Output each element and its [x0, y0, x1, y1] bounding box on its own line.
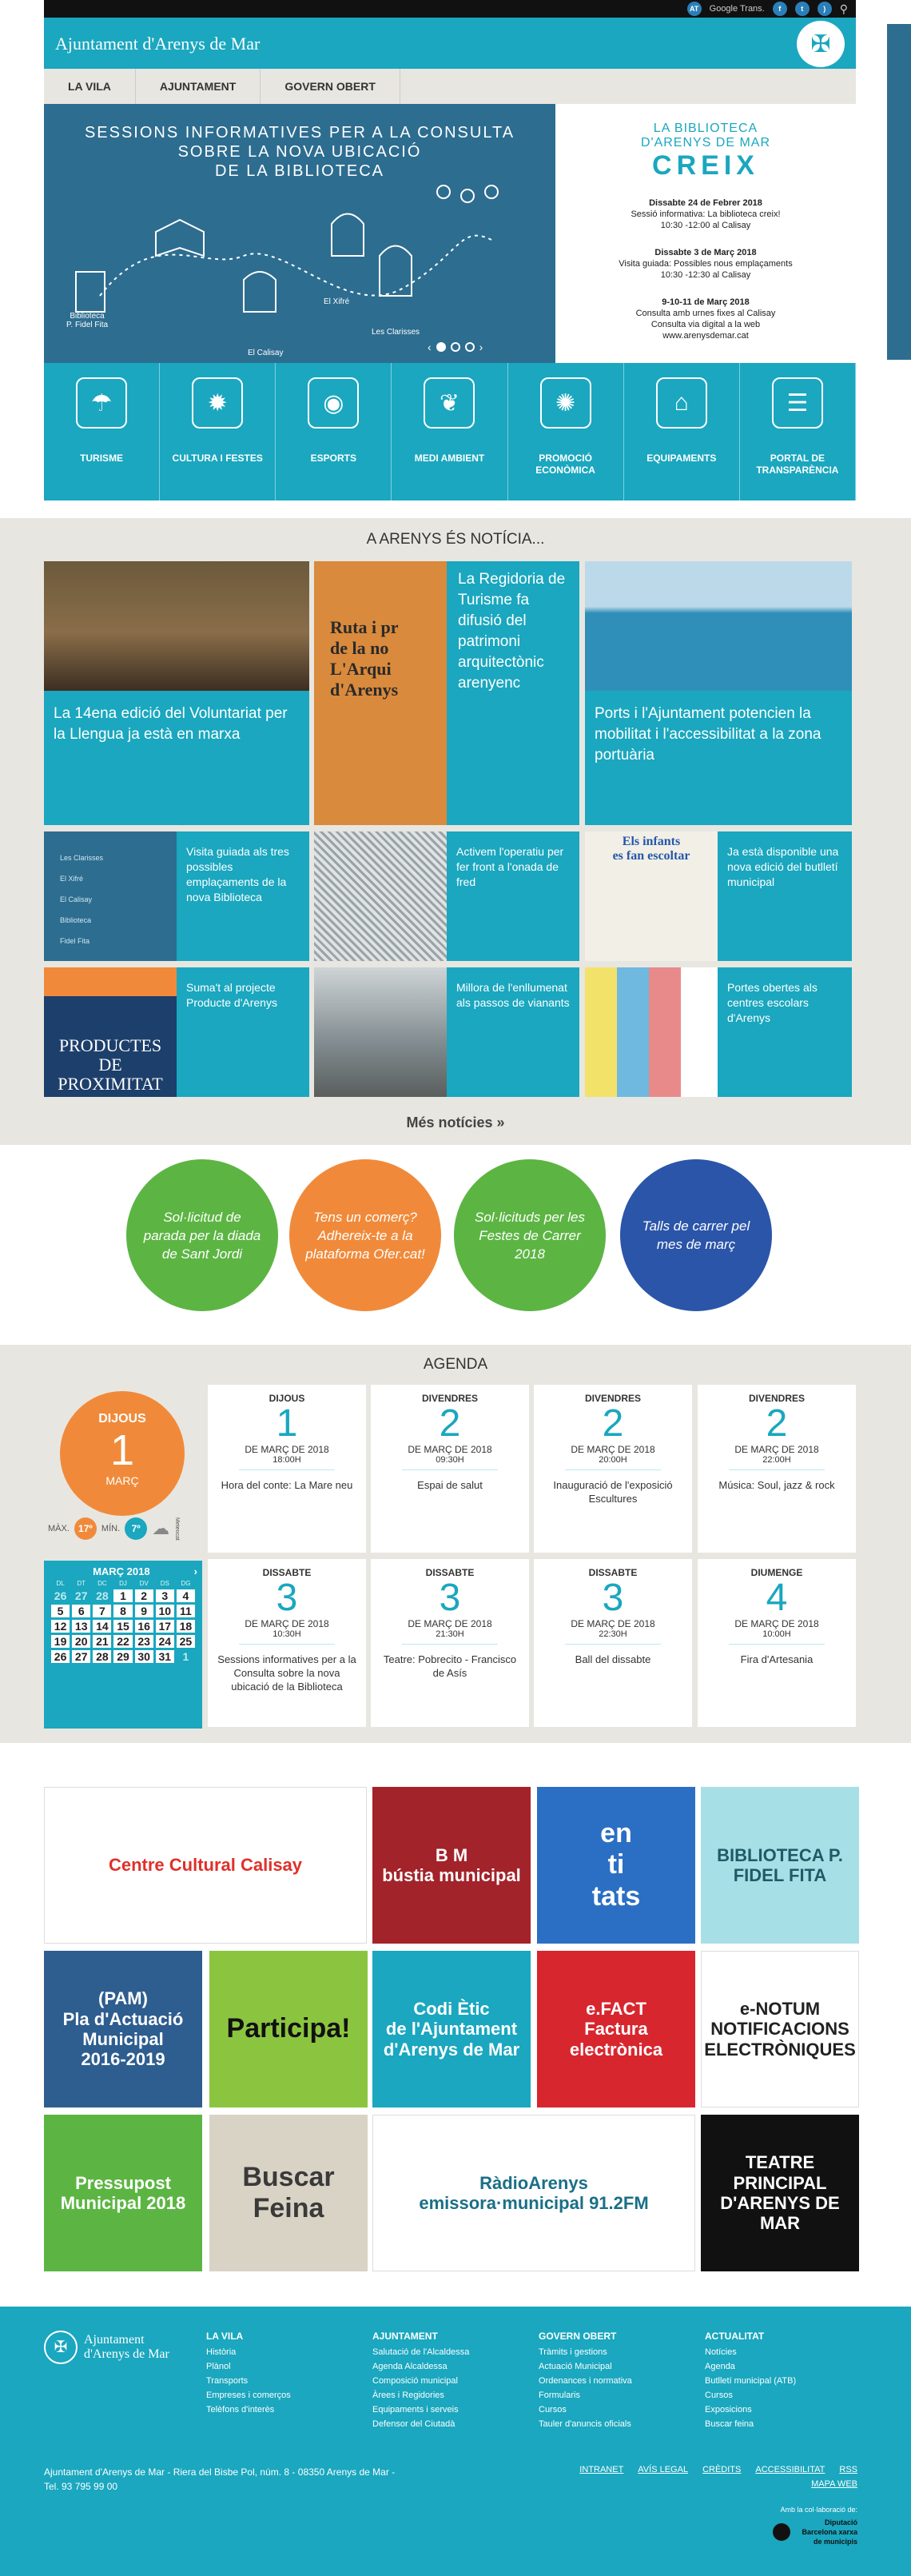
event-date: 9-10-11 de Març 2018: [662, 297, 750, 307]
umbrella-camera-icon: ☂: [76, 377, 127, 429]
event-weekday: DIVENDRES: [421, 1393, 478, 1404]
footer-legal-link[interactable]: INTRANET: [579, 2465, 624, 2474]
event-weekday: DISSABTE: [262, 1567, 312, 1578]
min-label: MÍN.: [101, 1524, 121, 1534]
news-posters: [585, 967, 718, 1097]
event-day: 2: [766, 1402, 788, 1445]
collab-label: Amb la col·laboració de:: [780, 2506, 857, 2514]
book-fireworks-icon: ✹: [192, 377, 243, 429]
news-headline: Ports i l'Ajuntament potencien la mobilitat i l'accessibilitat a la zona portuària: [595, 705, 821, 764]
calendar-day[interactable]: 28: [96, 1589, 109, 1602]
event-day: 2: [439, 1402, 461, 1445]
event-time: Consulta via digital a la web www.arenysdemar.cat: [650, 320, 761, 341]
footer-column: [206, 2329, 291, 2417]
ball-icon: ◉: [308, 377, 359, 429]
site-header: [44, 18, 856, 69]
search-icon[interactable]: ⚲: [839, 2, 848, 15]
hero-slide-illustration: [44, 104, 555, 363]
agenda-event[interactable]: [371, 1559, 529, 1727]
event-time: 21:30H: [402, 1629, 498, 1645]
event-weekday: DISSABTE: [588, 1567, 638, 1578]
nav-item[interactable]: AJUNTAMENT: [136, 69, 261, 104]
next-month-icon[interactable]: ›: [193, 1565, 197, 1577]
calendar-day[interactable]: 10: [156, 1605, 174, 1617]
hero-event: [555, 247, 856, 281]
footer-link[interactable]: Història: [206, 2347, 237, 2357]
weekday-header: DS: [160, 1580, 169, 1587]
place-label: Les Clarisses: [372, 328, 420, 337]
news-headline: Portes obertes als centres escolars d'Arenys: [727, 981, 818, 1024]
calendar-day[interactable]: 31: [156, 1650, 174, 1663]
service-banner[interactable]: B M bústia municipal: [372, 1787, 531, 1944]
event-month: DE MARÇ DE 2018: [734, 1618, 819, 1629]
event-weekday: DISSABTE: [425, 1567, 475, 1578]
service-banner[interactable]: Pressupost Municipal 2018: [44, 2115, 202, 2271]
max-temp: 17º: [74, 1517, 97, 1540]
next-arrow-icon[interactable]: ›: [479, 341, 483, 353]
news-headline: Suma't al projecte Producte d'Arenys: [186, 981, 277, 1009]
slider-dots: [428, 341, 483, 353]
site-footer: [0, 2307, 911, 2576]
today-badge: [60, 1391, 185, 1516]
hero-event: [555, 197, 856, 231]
calendar-day[interactable]: 14: [93, 1620, 111, 1633]
plant-icon: ❦: [424, 377, 475, 429]
news-map: Les Clarisses El Xifré El Calisay Biblioteca Fidel Fita: [44, 831, 177, 961]
news-card[interactable]: [44, 831, 309, 961]
document-search-icon: ☰: [772, 377, 823, 429]
prev-arrow-icon[interactable]: ‹: [428, 341, 432, 353]
footer-link[interactable]: Salutació de l'Alcaldessa: [372, 2347, 470, 2357]
twitter-icon[interactable]: t: [795, 2, 810, 16]
news-card[interactable]: [314, 561, 579, 825]
calendar-day[interactable]: 20: [72, 1635, 90, 1648]
event-desc: Consulta amb urnes fixes al Calisay: [635, 309, 776, 318]
today-day: 1: [109, 1426, 135, 1474]
weekday-header: DL: [56, 1580, 65, 1587]
calendar-day[interactable]: 15: [113, 1620, 132, 1633]
calendar-day[interactable]: 22: [113, 1635, 132, 1648]
mini-calendar: [44, 1561, 202, 1729]
event-day: 4: [766, 1577, 788, 1619]
calendar-day[interactable]: 9: [135, 1605, 153, 1617]
slider-dot[interactable]: [451, 342, 460, 352]
weekday-header: DJ: [119, 1580, 127, 1587]
footer-link[interactable]: Defensor del Ciutadà: [372, 2419, 456, 2429]
event-weekday: DIJOUS: [269, 1393, 305, 1404]
event-day: 1: [276, 1402, 298, 1445]
calendar-day[interactable]: 16: [135, 1620, 153, 1633]
news-photo: [44, 561, 309, 691]
news-card[interactable]: [314, 831, 579, 961]
event-time: 10:30 -12:30 al Calisay: [660, 270, 751, 280]
highlight-bubble[interactable]: Tens un comerç? Adhereix-te a la plataforma Ofer.cat!: [289, 1159, 441, 1311]
event-month: DE MARÇ DE 2018: [245, 1618, 329, 1629]
service-banner[interactable]: Participa!: [209, 1951, 368, 2107]
event-month: DE MARÇ DE 2018: [408, 1618, 492, 1629]
category-building[interactable]: [624, 363, 740, 500]
footer-link[interactable]: Agenda Alcaldessa: [372, 2362, 448, 2371]
category-label: MEDI AMBIENT: [414, 453, 485, 464]
news-card[interactable]: [585, 831, 852, 961]
place-label: El Xifré: [324, 297, 350, 306]
calendar-day[interactable]: 19: [51, 1635, 70, 1648]
calendar-day[interactable]: 4: [177, 1589, 195, 1602]
agenda-event[interactable]: [698, 1559, 856, 1727]
news-photo: [585, 561, 852, 691]
calendar-day[interactable]: 21: [93, 1635, 111, 1648]
calendar-day[interactable]: 23: [135, 1635, 153, 1648]
news-poster: Els infants es fan escoltar: [585, 831, 718, 961]
event-title: Fira d'Artesania: [740, 1653, 814, 1665]
event-time: 10:30 -12:00 al Calisay: [660, 221, 751, 230]
weekday-header: DC: [97, 1580, 107, 1587]
calendar-month: MARÇ 2018: [93, 1565, 150, 1577]
brand-big: CREIX: [652, 150, 759, 181]
calendar-day[interactable]: 29: [113, 1650, 132, 1663]
diputacio-label[interactable]: Diputació Barcelona xarxa de municipis: [802, 2518, 857, 2546]
service-banner[interactable]: TEATRE PRINCIPAL D'ARENYS DE MAR: [701, 2115, 859, 2271]
event-title: Teatre: Pobrecito - Francisco de Asís: [383, 1653, 517, 1679]
footer-column: [705, 2329, 796, 2431]
weather-widget: [48, 1517, 208, 1541]
footer-link[interactable]: Àrees i Regidories: [372, 2391, 444, 2400]
today-month: MARÇ: [105, 1474, 139, 1487]
category-label: EQUIPAMENTS: [646, 453, 717, 464]
highlight-bubble[interactable]: Talls de carrer pel mes de març: [620, 1159, 772, 1311]
service-banner[interactable]: Centre Cultural Calisay: [44, 1787, 367, 1944]
news-poster: Ruta i pr de la no L'Arqui d'Arenys: [314, 561, 447, 825]
weekday-header: DV: [139, 1580, 149, 1587]
footer-link[interactable]: Tauler d'anuncis oficials: [539, 2419, 631, 2429]
category-icons: [44, 363, 856, 500]
lightbulb-icon: ✺: [540, 377, 591, 429]
footer-link[interactable]: Agenda: [705, 2362, 735, 2371]
service-banner[interactable]: (PAM) Pla d'Actuació Municipal 2016-2019: [44, 1951, 202, 2107]
footer-column-title[interactable]: GOVERN OBERT: [539, 2331, 617, 2342]
event-day: 3: [276, 1577, 298, 1619]
footer-link[interactable]: Cursos: [705, 2391, 733, 2400]
highlight-bubble[interactable]: Sol·licituds per les Festes de Carrer 2018: [454, 1159, 606, 1311]
event-time: 22:00H: [729, 1455, 825, 1470]
utility-links: [687, 2, 848, 16]
service-banner[interactable]: RàdioArenys emissora·municipal 91.2FM: [372, 2115, 695, 2271]
news-card[interactable]: [585, 967, 852, 1097]
event-month: DE MARÇ DE 2018: [408, 1444, 492, 1455]
building-icon: ⌂: [656, 377, 707, 429]
event-title: Espai de salut: [417, 1479, 483, 1491]
calendar-day[interactable]: 26: [51, 1650, 70, 1663]
calendar-day[interactable]: 2: [135, 1589, 153, 1602]
agenda-event[interactable]: [534, 1559, 692, 1727]
category-book-fireworks[interactable]: [160, 363, 276, 500]
service-banner[interactable]: e-NOTUM NOTIFICACIONS ELECTRÒNIQUES: [701, 1951, 859, 2107]
footer-legal-link[interactable]: ACCESSIBILITAT: [755, 2465, 825, 2474]
translate-link[interactable]: Google Trans.: [709, 4, 765, 14]
weather-source[interactable]: Meteocat: [174, 1517, 181, 1541]
hero-event: [555, 297, 856, 341]
category-label: CULTURA I FESTES: [172, 453, 263, 464]
footer-link[interactable]: Telèfons d'interès: [206, 2405, 275, 2415]
facebook-icon[interactable]: f: [773, 2, 787, 16]
slider-dot[interactable]: [436, 342, 446, 352]
category-label: PORTAL DE TRANSPARÈNCIA: [756, 453, 839, 476]
event-month: DE MARÇ DE 2018: [571, 1444, 655, 1455]
event-weekday: DIVENDRES: [748, 1393, 805, 1404]
news-title: A ARENYS ÉS NOTÍCIA...: [366, 531, 545, 548]
agenda-title: AGENDA: [423, 1356, 488, 1373]
diputacio-icon: [773, 2523, 790, 2541]
footer-column: [539, 2329, 632, 2431]
footer-link[interactable]: Tràmits i gestions: [539, 2347, 607, 2357]
event-list: [555, 197, 856, 341]
footer-column-title[interactable]: ACTUALITAT: [705, 2331, 765, 2342]
sitemap-link[interactable]: MAPA WEB: [811, 2479, 857, 2489]
footer-column-title[interactable]: AJUNTAMENT: [372, 2331, 438, 2342]
news-photo: [314, 831, 447, 961]
event-month: DE MARÇ DE 2018: [571, 1618, 655, 1629]
place-label: Biblioteca P. Fidel Fita: [66, 312, 109, 329]
weekday-header: DG: [181, 1580, 191, 1587]
agenda-event[interactable]: [534, 1385, 692, 1553]
footer-links: [579, 2465, 857, 2474]
agenda-event[interactable]: [208, 1559, 366, 1727]
category-umbrella-camera[interactable]: [44, 363, 160, 500]
crest-icon: ✠: [44, 2331, 78, 2364]
footer-link[interactable]: Ordenances i normativa: [539, 2376, 632, 2386]
calendar-day[interactable]: 12: [51, 1620, 70, 1633]
calendar-day[interactable]: 27: [72, 1650, 90, 1663]
site-title[interactable]: Ajuntament d'Arenys de Mar: [55, 34, 261, 54]
footer-link[interactable]: Actuació Municipal: [539, 2362, 612, 2371]
calendar-day[interactable]: 17: [156, 1620, 174, 1633]
hero-slider[interactable]: [44, 104, 856, 363]
calendar-day[interactable]: 1: [113, 1589, 132, 1602]
news-poster: PRODUCTES DE PROXIMITAT: [44, 967, 177, 1097]
service-banner[interactable]: BIBLIOTECA P. FIDEL FITA: [701, 1787, 859, 1944]
event-title: Música: Soul, jazz & rock: [718, 1479, 835, 1491]
event-day: 2: [602, 1402, 624, 1445]
event-date: Dissabte 24 de Febrer 2018: [649, 198, 762, 208]
event-time: 20:00H: [565, 1455, 661, 1470]
footer-link[interactable]: Transports: [206, 2376, 249, 2386]
category-ball[interactable]: [276, 363, 392, 500]
nav-item[interactable]: GOVERN OBERT: [261, 69, 400, 104]
event-title: Sessions informatives per a la Consulta sobre la nova ubicació de la Biblioteca: [217, 1653, 356, 1693]
footer-legal-link[interactable]: RSS: [839, 2465, 857, 2474]
calendar-day[interactable]: 25: [177, 1635, 195, 1648]
event-month: DE MARÇ DE 2018: [734, 1444, 819, 1455]
news-card[interactable]: [44, 561, 309, 825]
footer-column: [372, 2329, 469, 2431]
route-illustration: [44, 176, 555, 360]
hero-headline: SESSIONS INFORMATIVES PER A LA CONSULTA SOBRE LA NOVA UBICACIÓ DE LA BIBLIOTECA: [84, 124, 515, 180]
category-label: TURISME: [80, 453, 124, 464]
brand-line: D'ARENYS DE MAR: [640, 136, 771, 150]
service-banner[interactable]: e.FACT Factura electrònica: [537, 1951, 695, 2107]
calendar-day[interactable]: 26: [54, 1589, 67, 1602]
calendar-day[interactable]: 30: [135, 1650, 153, 1663]
calendar-day[interactable]: 13: [72, 1620, 90, 1633]
calendar-day[interactable]: 7: [93, 1605, 111, 1617]
agenda-event[interactable]: [371, 1385, 529, 1553]
event-time: 18:00H: [239, 1455, 335, 1470]
category-lightbulb[interactable]: [508, 363, 624, 500]
event-time: 09:30H: [402, 1455, 498, 1470]
calendar-day[interactable]: 8: [113, 1605, 132, 1617]
slider-dot[interactable]: [465, 342, 475, 352]
category-label: PROMOCIÓ ECONÒMICA: [535, 453, 595, 476]
collaboration-block: [773, 2505, 857, 2546]
main-nav: [44, 69, 856, 104]
calendar-day[interactable]: 27: [74, 1589, 88, 1602]
calendar-day[interactable]: 28: [93, 1650, 111, 1663]
category-document-search[interactable]: [740, 363, 856, 500]
side-strip: [887, 24, 911, 360]
brand-line: LA BIBLIOTECA: [653, 122, 758, 135]
event-time: 22:30H: [565, 1629, 661, 1645]
more-news-link[interactable]: Més notícies »: [406, 1115, 505, 1130]
footer-logo-text: Ajuntament d'Arenys de Mar: [84, 2333, 169, 2361]
event-time: 10:00H: [729, 1629, 825, 1645]
hero-slide-info: [555, 104, 856, 363]
event-desc: Sessió informativa: La biblioteca creix!: [631, 209, 781, 219]
news-photo: [314, 967, 447, 1097]
highlight-bubble[interactable]: Sol·licitud de parada per la diada de Sant Jordi: [126, 1159, 278, 1311]
highlight-bubbles: [0, 1159, 911, 1319]
news-headline: Activem l'operatiu per fer front a l'onada de fred: [456, 845, 564, 888]
calendar-day[interactable]: 1: [182, 1650, 189, 1663]
footer-legal-link[interactable]: CRÈDITS: [702, 2465, 742, 2474]
calendar-grid: [49, 1577, 197, 1665]
nav-item[interactable]: LA VILA: [44, 69, 136, 104]
news-headline: Millora de l'enllumenat als passos de vianants: [456, 981, 570, 1009]
weekday-header: DT: [77, 1580, 86, 1587]
calendar-day[interactable]: 5: [51, 1605, 70, 1617]
category-label: ESPORTS: [310, 453, 357, 464]
news-headline: La 14ena edició del Voluntariat per la Llengua ja està en marxa: [54, 705, 288, 743]
footer-link[interactable]: Plànol: [206, 2362, 231, 2371]
footer-link[interactable]: Cursos: [539, 2405, 567, 2415]
place-label: El Calisay: [248, 349, 284, 357]
footer-logo[interactable]: [44, 2331, 169, 2364]
footer-link[interactable]: Exposicions: [705, 2405, 752, 2415]
min-temp: 7º: [125, 1517, 147, 1540]
news-headline: Visita guiada als tres possibles emplaçaments de la nova Biblioteca: [186, 845, 289, 903]
event-date: Dissabte 3 de Març 2018: [654, 248, 757, 257]
calendar-day[interactable]: 3: [156, 1589, 174, 1602]
footer-address: Ajuntament d'Arenys de Mar - Riera del Bisbe Pol, núm. 8 - 08350 Arenys de Mar - Tel. 93 795 99 00: [44, 2466, 396, 2492]
calendar-day[interactable]: 6: [72, 1605, 90, 1617]
cloud-rain-icon: ☁: [152, 1518, 170, 1539]
news-card[interactable]: [585, 561, 852, 825]
translate-icon[interactable]: AT: [687, 2, 702, 16]
event-time: 10:30H: [239, 1629, 335, 1645]
max-label: MÀX.: [48, 1524, 70, 1534]
footer-link[interactable]: Formularis: [539, 2391, 580, 2400]
agenda-event[interactable]: [698, 1385, 856, 1553]
event-day: 3: [602, 1577, 624, 1619]
footer-column-title[interactable]: LA VILA: [206, 2331, 244, 2342]
rss-icon[interactable]: ): [818, 2, 832, 16]
event-title: Ball del dissabte: [575, 1653, 651, 1665]
footer-link[interactable]: Equipaments i serveis: [372, 2405, 459, 2415]
calendar-day[interactable]: 11: [177, 1605, 195, 1617]
service-banner[interactable]: en ti tats: [537, 1787, 695, 1944]
news-headline: Ja està disponible una nova edició del butlletí municipal: [727, 845, 839, 888]
event-weekday: DIVENDRES: [584, 1393, 641, 1404]
news-card[interactable]: [44, 967, 309, 1097]
event-month: DE MARÇ DE 2018: [245, 1444, 329, 1455]
service-banner[interactable]: Buscar Feina: [209, 2115, 368, 2271]
event-desc: Visita guiada: Possibles nous emplaçaments: [619, 259, 793, 269]
calendar-day[interactable]: 24: [156, 1635, 174, 1648]
calendar-day[interactable]: 18: [177, 1620, 195, 1633]
footer-legal-link[interactable]: AVÍS LEGAL: [638, 2465, 689, 2474]
footer-link[interactable]: Notícies: [705, 2347, 737, 2357]
category-plant[interactable]: [392, 363, 507, 500]
event-title: Inauguració de l'exposició Escultures: [553, 1479, 673, 1505]
crest-logo[interactable]: ✠: [797, 21, 845, 67]
top-utility-bar: [44, 0, 856, 18]
footer-link[interactable]: Composició municipal: [372, 2376, 458, 2386]
footer-link[interactable]: Buscar feina: [705, 2419, 754, 2429]
today-weekday: DIJOUS: [98, 1412, 146, 1426]
news-card[interactable]: [314, 967, 579, 1097]
service-banner[interactable]: Codi Ètic de l'Ajuntament d'Arenys de Mar: [372, 1951, 531, 2107]
news-headline: La Regidoria de Turisme fa difusió del patrimoni arquitectònic arenyenc: [458, 571, 566, 692]
event-title: Hora del conte: La Mare neu: [221, 1479, 353, 1491]
event-weekday: DIUMENGE: [750, 1567, 803, 1578]
event-day: 3: [439, 1577, 461, 1619]
agenda-event[interactable]: [208, 1385, 366, 1553]
footer-link[interactable]: Butlletí municipal (ATB): [705, 2376, 797, 2386]
footer-link[interactable]: Empreses i comerços: [206, 2391, 291, 2400]
